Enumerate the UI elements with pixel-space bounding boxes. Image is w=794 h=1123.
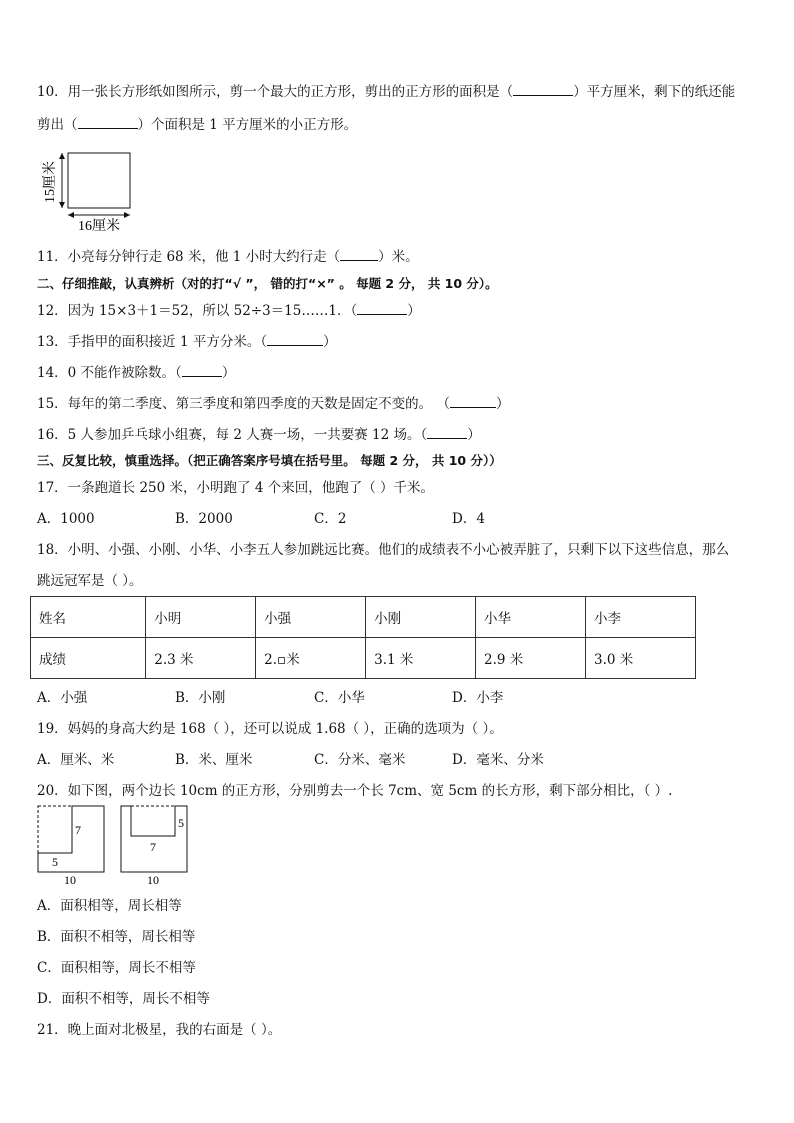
q17-option-d[interactable]: D．4 [452,511,485,527]
q19-option-d[interactable]: D．毫米、分米 [452,752,544,768]
table-row [31,638,696,679]
q14-blank[interactable] [182,364,222,377]
q17-text: 17．一条跑道长 250 米，小明跑了 4 个来回，他跑了（ ）千米。 [37,480,434,496]
q16: 16．5 人参加乒乓球小组赛，每 2 人赛一场，一共要赛 12 场。（ ） [37,427,481,443]
q20-figure-2 [121,806,193,886]
section-3-title: 三、反复比较，慎重选择。（把正确答案序号填在括号里。 每题 2 分， 共 10 分）） [37,453,502,468]
q10-blank-2[interactable] [78,116,138,129]
q17-option-c[interactable]: C．2 [314,511,347,527]
q15-blank[interactable] [450,395,496,408]
table-cell: 小李 [585,597,695,638]
q18-line1: 18．小明、小强、小刚、小华、小李五人参加跳远比赛。他们的成绩表不小心被弄脏了，只剩下以下这些信息，那么 [37,542,730,558]
q10-line1: 10．用一张长方形纸如图所示，剪一个最大的正方形，剪出的正方形的面积是（ ）平方厘米，剩下的纸还能 [37,84,736,100]
q14: 14．0 不能作被除数。（ ） [37,365,236,381]
table-cell: 2.3 米 [146,638,256,679]
q11: 11．小亮每分钟行走 68 米，他 1 小时大约行走（ ）米。 [37,249,419,265]
q18-option-a[interactable]: A．小强 [37,690,88,706]
q20-figure-1 [38,806,110,886]
q18-option-b[interactable]: B．小刚 [175,690,226,706]
q19-option-b[interactable]: B．米、厘米 [175,752,253,768]
table-cell: 2.9 米 [476,638,586,679]
q12: 12．因为 15×3＋1＝52，所以 52÷3＝15……1．（ ） [37,303,421,319]
q10-height-label: 15厘米 [43,161,58,203]
q20-option-a[interactable]: A．面积相等，周长相等 [37,898,182,914]
table-cell: 2.▫米 [256,638,366,679]
q10-line2: 剪出（ ）个面积是 1 平方厘米的小正方形。 [37,117,358,133]
table-header-row [31,597,696,638]
q20-text: 20．如下图，两个边长 10cm 的正方形，分别剪去一个长 7cm、宽 5cm 的长方形，剩下部分相比，（ ）. [37,783,673,799]
q10-rectangle [68,153,130,208]
q20-fig2-label-10: 10 [147,873,159,887]
q15: 15．每年的第二季度、第三季度和第四季度的天数是固定不变的。 （ ） [37,396,510,412]
q20-fig1-label-5: 5 [52,855,58,869]
q20-option-d[interactable]: D．面积不相等，周长不相等 [37,991,210,1007]
table-cell: 成绩 [31,638,146,679]
q19-text: 19．妈妈的身高大约是 168（ ），还可以说成 1.68（ ），正确的选项为（ ）。 [37,721,503,737]
q20-option-b[interactable]: B．面积不相等，周长相等 [37,929,196,945]
table-cell: 姓名 [31,597,146,638]
table-cell: 小刚 [366,597,476,638]
section-2-title: 二、仔细推敲，认真辨析（对的打“√ ”， 错的打“×” 。 每题 2 分， 共 10 分）。 [37,276,498,291]
q17-option-a[interactable]: A．1000 [37,511,95,527]
table-cell: 3.0 米 [585,638,695,679]
q16-blank[interactable] [427,426,467,439]
q10-width-label: 16厘米 [78,219,120,234]
q12-blank[interactable] [357,302,407,315]
table-cell: 小明 [146,597,256,638]
q18-score-table [30,596,696,679]
q20-fig1-label-10: 10 [64,873,76,887]
q19-option-a[interactable]: A．厘米、米 [37,752,115,768]
q20-fig2-label-5: 5 [178,816,184,830]
q11-blank[interactable] [340,248,378,261]
q20-option-c[interactable]: C．面积相等，周长不相等 [37,960,196,976]
q20-fig2-label-7: 7 [150,840,156,854]
q18-option-c[interactable]: C．小华 [314,690,365,706]
table-cell: 小强 [256,597,366,638]
q20-shape-1 [38,806,104,872]
q10-blank-1[interactable] [513,83,573,96]
q20-fig1-label-7: 7 [75,823,81,837]
q17-option-b[interactable]: B．2000 [175,511,233,527]
q13-blank[interactable] [267,333,323,346]
q19-option-c[interactable]: C．分米、毫米 [314,752,406,768]
q13: 13．手指甲的面积接近 1 平方分米。（ ） [37,334,337,350]
q21-text: 21．晚上面对北极星，我的右面是（ ）。 [37,1022,282,1038]
q18-option-d[interactable]: D．小李 [452,690,504,706]
table-cell: 小华 [476,597,586,638]
q10-rectangle-figure [38,145,158,235]
table-cell: 3.1 米 [366,638,476,679]
q18-line2: 跳远冠军是（ ）。 [37,573,143,589]
